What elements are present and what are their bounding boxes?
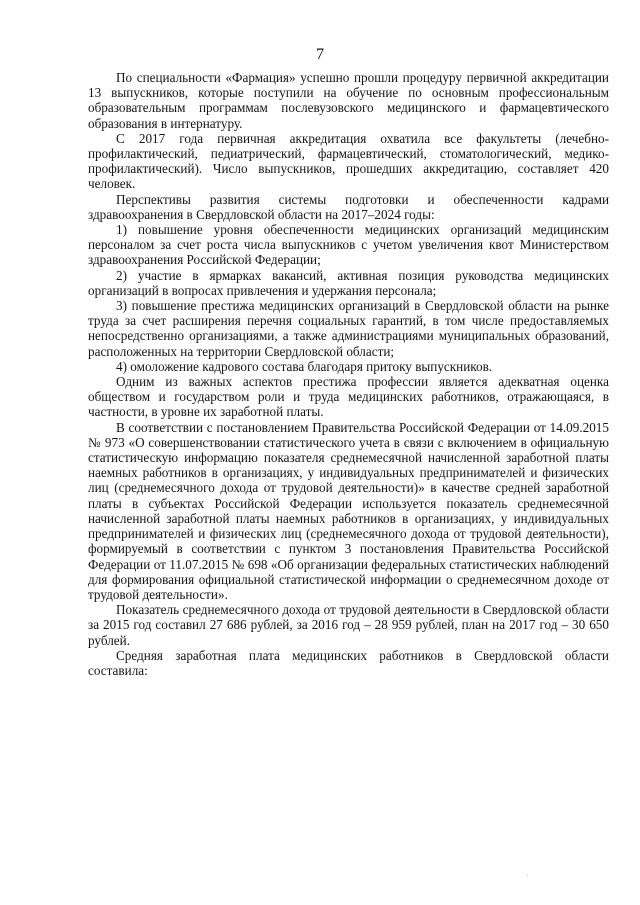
paragraph-2017-accreditation: С 2017 года первичная аккредитация охватила все факультеты (лечебно-профилактический, педиатрический, фармацевтический, стоматологический, медико-профилактический). Число выпускников, прошедших аккредитацию, составляет 420 человек. <box>88 130 609 192</box>
list-item-2: 2) участие в ярмарках вакансий, активная позиция руководства медицинских организаций в вопросах привлечения и удержания персонала; <box>88 267 609 298</box>
document-body <box>88 70 609 678</box>
paragraph-average-income: Показатель среднемесячного дохода от трудовой деятельности в Свердловской области за 2015 год составил 27 686 рублей, за 2016 год – 28 959 рублей, план на 2017 год – 30 650 рублей. <box>88 602 609 648</box>
paragraph-development-prospects: Перспективы развития системы подготовки и обеспеченности кадрами здравоохранения в Свердловской области на 2017–2024 годы: <box>88 191 609 222</box>
page-number: 7 <box>316 46 324 63</box>
list-item-1: 1) повышение уровня обеспеченности медицинских организаций медицинским персоналом за счет роста числа выпускников с учетом увеличения квот Министерством здравоохранения Российской Федерации; <box>88 222 609 268</box>
paragraph-government-resolution: В соответствии с постановлением Правительства Российской Федерации от 14.09.2015 № 973 «О совершенствовании статистического учета в связи с включением в официальную статистическую информацию показателя среднемесячной начисленной заработной платы наемных работников в организациях, у индивидуальных предпринимателей и физических лиц (среднемесячного дохода от трудовой деятельности)» в качестве средней заработной платы в субъектах Российской Федерации используется показатель среднемесячной начисленной заработной платы наемных работников в организациях, у индивидуальных предпринимателей и физических лиц (среднемесячного дохода от трудовой деятельности), формируемый в соответствии с пунктом 3 постановления Правительства Российской Федерации от 11.07.2015 № 698 «Об организации федеральных статистических наблюдений для формирования официальной статистической информации о среднемесячном доходе от трудовой деятельности». <box>88 419 609 602</box>
paragraph-medical-salary-intro: Средняя заработная плата медицинских работников в Свердловской области составила: <box>88 647 609 678</box>
list-item-4: 4) омоложение кадрового состава благодаря притоку выпускников. <box>116 358 493 374</box>
paragraph-profession-prestige: Одним из важных аспектов престижа профессии является адекватная оценка обществом и государством роли и труда медицинских работников, отражающаяся, в частности, в уровне их заработной платы. <box>88 374 609 420</box>
scan-artifact <box>527 875 528 876</box>
list-item-3: 3) повышение престижа медицинских организаций в Свердловской области на рынке труда за счет расширения перечня социальных гарантий, в том числе предоставляемых непосредственно организациями, а также администрациями муниципальных образований, расположенных на территории Свердловской области; <box>88 298 609 359</box>
paragraph-pharmacy-accreditation: По специальности «Фармация» успешно прошли процедуру первичной аккредитации 13 выпускников, которые поступили на обучение по основным профессиональным образовательным программам послевузовского медицинского и фармацевтического образования в интернатуру. <box>88 70 609 131</box>
